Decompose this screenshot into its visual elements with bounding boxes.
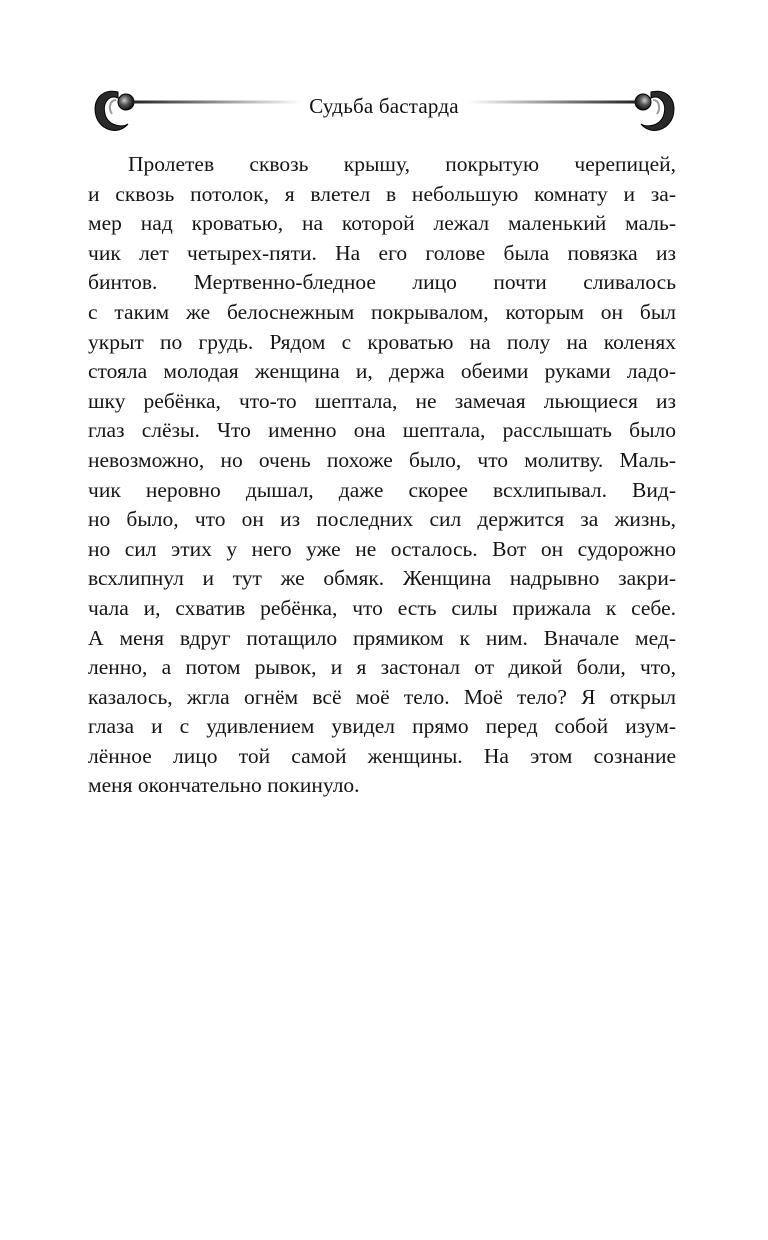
text-line: чик неровно дышал, даже скорее всхлипывал. Вид- [88,477,676,502]
text-line: Пролетев сквозь крышу, покрытую черепицей, [128,152,676,176]
text-line: невозможно, но очень похоже было, что молитву. Маль- [88,447,676,472]
text-line: лённое лицо той самой женщины. На этом сознание [88,743,676,768]
text-line: казалось, жгла огнём всё моё тело. Моё тело? Я открыл [88,684,676,709]
text-line: глаза и с удивлением увидел прямо перед собой изум- [88,714,676,739]
text-line: мер над кроватью, на которой лежал маленький маль- [88,211,676,236]
text-line: шку ребёнка, что-то шептала, не замечая льющиеся из [88,388,676,413]
text-line: всхлипнул и тут же обмяк. Женщина надрывно закри- [88,566,676,591]
page-header [0,78,768,138]
text-line: А меня вдруг потащило прямиком к ним. Вначале мед- [88,625,676,650]
running-title: Судьба бастарда [309,94,459,118]
text-line: стояла молодая женщина и, держа обеими руками ладо- [88,359,676,384]
text-line: но сил этих у него уже не осталось. Вот он судорожно [88,536,676,561]
text-line: бинтов. Мертвенно-бледное лицо почти сливалось [88,270,676,295]
text-line: с таким же белоснежным покрывалом, которым он был [88,299,676,324]
text-line: но было, что он из последних сил держится за жизнь, [88,507,676,532]
text-line: чик лет четырех-пяти. На его голове была повязка из [88,240,676,265]
text-line: чала и, схватив ребёнка, что есть силы прижала к себе. [88,595,676,620]
text-line: ленно, а потом рывок, и я застонал от дикой боли, что, [88,655,676,680]
text-line: меня окончательно покинуло. [88,773,360,798]
text-line: и сквозь потолок, я влетел в небольшую комнату и за- [88,181,676,206]
text-line: глаз слёзы. Что именно она шептала, расслышать было [88,418,676,443]
body-paragraph [88,150,676,801]
text-line: укрыт по грудь. Рядом с кроватью на полу на коленях [88,329,676,354]
